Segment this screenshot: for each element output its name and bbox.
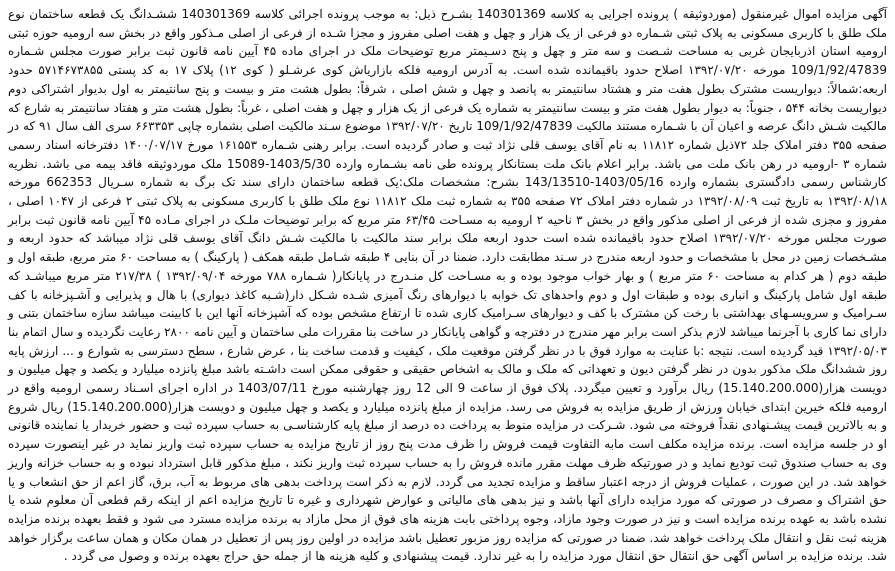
- auction-notice-text: آگهی مزایده اموال غیرمنقول (موردوثیقه ) پرونده اجرایی به کلاسه 140301369 بشـرح ذیل: به موجب پرونده اجرائی کلاسه 140301369 ششـدانگ یک قطعه ساختمان نوع ملک طلق با کاربری مسکونی به پلاک ثبتی شـماره دو فرعی از یک هزار و چهل و هفت اصلی مفروز و مجزا شـده از فرعی از اصلی مـذکور واقع در بخش سه ارومیه حوزه ثبتی ارومیه استان اذربایجان غربی به مساحت شـصت و سه متر و چهل و پنج دسـیمتر مربع توضیحات ملک در اجرای ماده ۴۵ آیین نامه قانون ثبت برابر صورت مجلس شـماره 109/1/92/47839 مورخه ۱۳۹۲/۰۷/۲۰ اصلاح حدود باقیمانده شده است. به آدرس ارومیه فلکه بازاریاش کوی عرشـلو ( کوی ۱۲) پلاک ۱۷ به کد پستی ۵۷۱۴۶۷۳۸۵۵ حدود اربعه:شمالاً: دیواریست مشترک بطول هفت متر و هشتاد سانتیمتر به پانصد و چهل و شش اصلی ، شرقاً: بطول هشت متر و بیست و پنج سانتیمتر به اول بدیوار اشتراکی دوم دیواریست بخانه ۵۴۴ ، جنوباً: به دیوار بطول هفت متر و بیست سانتیمتر به شماره یک فرعی از یک هزار و چهل و هفت اصلی ، غرباً: بطول هشت متر و هفتاد سانتیمتر به شارع که مالکیت شـش دانگ عرصه و اعیان آن با شـماره مستند مالکیت 109/1/92/47839 تاریخ ۱۳۹۲/۰۷/۲۰ موضوع سـند مالکیت اصلی بشماره چاپی ۶۶۳۳۵۳ سری الف سال ۹۱ که در صفحه ۳۵۵ دفتر املاک جلد ۷۲ذیل شماره ۱۱۸۱۲ به نام آقای یوسف قلی نژاد ثبت و صادر گردیده است. برابر رهنی شـماره ۱۶۱۵۵۳ مورخ ۱۴۰۰/۰۷/۱۷ دفترخانه اسناد رسمی شماره ۳ -ارومیه در رهن بانک ملت می باشد. برابر اعلام بانک ملت بستانکار پرونده طی نامه بشـماره وارده 1403/5/30-15089 ملک موردوثیقه فاقد بیمه می باشد. نظریه کارشناس رسمی دادگستری بشماره وارده 1403/05/16-143/13510 بشرح: مشخصات ملک:یک قطعه ساختمان دارای سند تک برگ به شماره سـریال 662353 مورخه ۱۳۹۲/۰۸/۱۸ به تاریخ ثبت ۱۳۹۲/۰۸/۰۹ در شماره دفتر املاک ۷۲ صفحه ۳۵۵ به شماره ثبت ملک ۱۱۸۱۲ نوع ملک طلق با کاربری مسکونی به پلاک ثبتی ۲ فرعی از ۱۰۴۷ اصلی ، مفروز و مجزی شده از فرعی از اصلی مذکور واقع در بخش ۳ ناحیه ۲ ارومیه به مسـاحت ۶۳/۴۵ متر مربع که برابر توضیحات ملـک در اجرای مـاده ۴۵ آیین نامه قانون ثبت برابر صورت مجلس مورخه ۱۳۹۲/۰۷/۲۰ اصلاح حدود باقیمانده شده است حدود اربعه ملک برابر سند مالکیت با مالکیت شـش دانگ آقای یوسف قلی نژاد میباشد که حدود اربعه و مشـخصات زمین در محل با مشخصات و حدود اربعه مندرج در سـند مطابقت دارد. ضمنا در آن بنایی ۴ طبقه شـامل طبقه همکف ( پارکینگ ) به مساحت ۶۰ متر مربع، طبقه اول و طبقه دوم ( هر کدام به مساحت ۶۰ متر مربع ) و بهار خواب موجود بوده و به مسـاحت کل منـدرج در پایانکار( شـماره ۷۸۸ مورخه ۱۳۹۲/۰۹/۰۴ ) ۲۱۷/۳۸ متر مربع میباشـد که طبقه اول شامل پارکینگ و انباری بوده و طبقات اول و دوم واحدهای تک خوابه با دیوارهای رنگ آمیزی شـده شـکل دار(شـبه کاغذ دیواری) با هال و پذیرایی و آشـپزخانه با کف سـرامیک و سرویسـهای بهداشتی با رخت کن مشترک با کف و دیوارهای سـرامیک کاری شده تا ارتفاع مشخص بوده که آشپزخانه آنها این با کابینت میباشد سازه ساختمان بتنی و دارای نما کاری با آجرنما میباشد لازم بذکر است برابر مهر مندرج در دفترچه و گواهی پایانکار در ساخت بنا مقررات ملی ساختمان و آیین نامه ۲۸۰۰ رعایت نگردیده و سال اتمام بنا ۱۳۹۲/۰۵/۰۳ قید گردیده است. نتیجه :با عنایت به موارد فوق با در نظر گرفتن موقعیت ملک ، کیفیت و قدمت ساخت بنا ، عرض شارع ، سطح دسترسی به شوارع و ... ارزش پایه روز ششدانگ ملک مذکور بدون در نظر گرفتن دیون و تعهداتی که ملک و مالک به اشخاص حقیقی و حقوقی ممکن است داشـته باشد مبلغ پانزده میلیارد و یکصد و چهل میلیون و دویست هزار(15.140.200.000) ریال برآورد و تعیین میگردد. پلاک فوق از ساعت 9 الی 12 روز چهارشنبه مورخ 1403/07/11 در اداره اجرای اسـناد رسمی ارومیه واقع در ارومیه فلکه خیرین ابتدای خیابان ورزش از طریق مزایده به فروش می رسد. مزایده از مبلغ پانزده میلیارد و یکصد و چهل میلیون و دویست هزار(15.140.200.000) ریال شروع و به بالاترین قیمت پیشـنهادی نقداً فروخته می شود. شـرکت در مزایده منوط به پرداخت ده درصد از مبلغ پایه کارشناسـی به حساب سپرده ثبت و حضور خریدار یا نماینده قانونی او در جلسه مزایده است. برنده مزایده مکلف است مابه التفاوت قیمت فروش را ظرف مدت پنج روز از تاریخ مزایده به حساب سپرده ثبت واریز نماید در غیر اینصورت سپرده وی به حساب صندوق ثبت توديع نمايد و در صورتيكه ظرف مهلت مقرر مانده فروش را به حساب سپرده ثبت واریز نکند ، مبلغ مذکور قابل استرداد نبوده و به حساب خزانه واریز خواهد شد. در این صورت ، عملیات فروش از درجه اعتبار ساقط و مزایده تجدید می گردد. لازم به ذکر است پرداخت بدهی های مربوط به آب، برق، گاز اعم از حق انشعاب و یا حق اشتراک و مصرف در صورتی که مورد مزایده دارای آنها باشد و نیز بدهی های مالیاتی و عوارض شهرداری و غیره تا تاریخ مزایده اعم از اینکه رقم قطعی آن معلوم شده یا نشده باشد به عهده برنده مزایده است و نیز در صورت وجود مازاد، وجوه پرداختی بابت هزینه های فوق از محل مازاد به برنده مزایده مسترد می شود و فقط بعهده برنده مزایده هزینه ثبت نقل و انتقال ملک پرداخت خواهد شد. ضمنا در صورتی که مزایده روز مزبور تعطیل باشد مزایده در اولین روز پس از تعطیل در همان مکان و همان ساعت برگزار خواهد شد. برنده مزایده بر اساس آگهی حق انتقال حق انتقال مورد مزایده را به غیر ندارد. قیمت پیشنهادی و کلیه هزینه ها از جمله حق حراج بعهده برنده و وصول می گردد .: [8, 7, 888, 564]
